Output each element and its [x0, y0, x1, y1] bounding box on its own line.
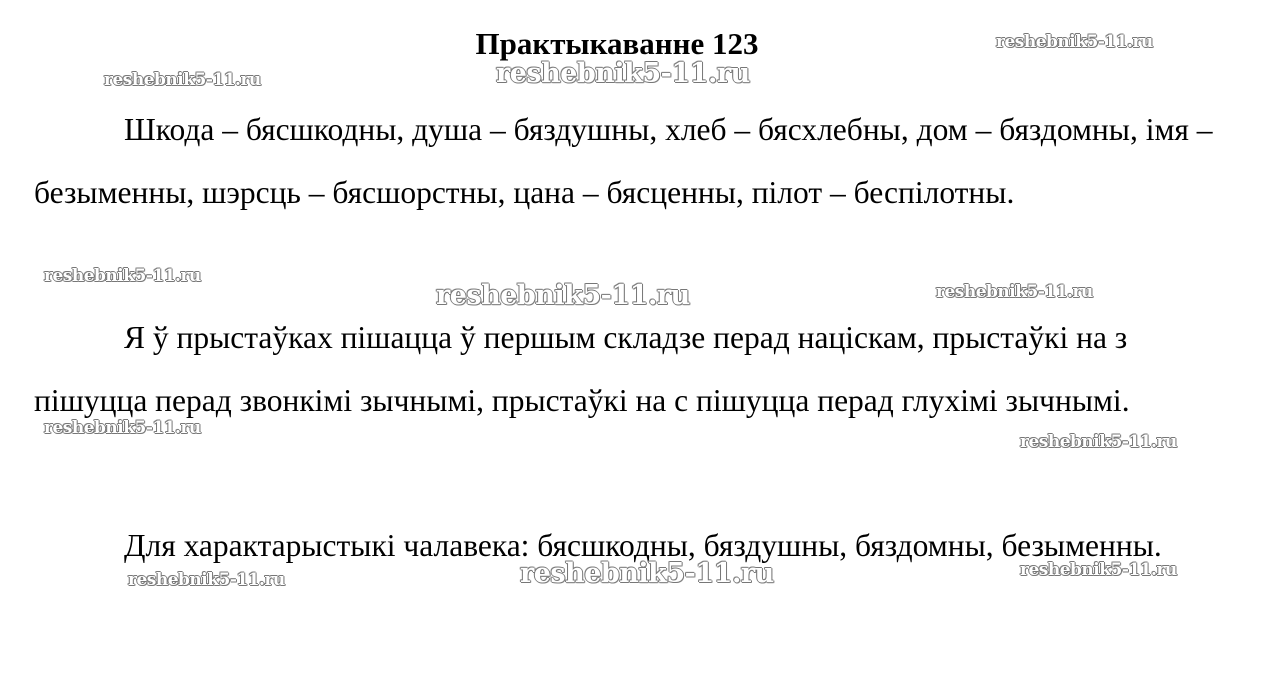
watermark: reshebnik5-11.ru — [996, 32, 1153, 52]
watermark: reshebnik5-11.ru — [520, 558, 774, 589]
watermark: reshebnik5-11.ru — [436, 280, 690, 311]
watermark: reshebnik5-11.ru — [1020, 560, 1177, 580]
watermark: reshebnik5-11.ru — [936, 282, 1093, 302]
watermark: reshebnik5-11.ru — [104, 70, 261, 90]
watermark: reshebnik5-11.ru — [44, 266, 201, 286]
answer-paragraph-3: Для характарыстыкі чалавека: бясшкодны, бяздушны, бяздомны, безыменны. — [124, 528, 1162, 563]
answer-paragraph-1: Шкода – бясшкодны, душа – бяздушны, хлеб – бясхлебны, дом – бяздомны, імя – безыменны, шэрсць – бясшорстны, цана – бясценны, пілот – беспілотны. — [34, 112, 1213, 210]
answer-paragraph-2: Я ў прыстаўках пішацца ў першым складзе перад націскам, прыстаўкі на з пішуцца перад звонкімі зычнымі, прыстаўкі на с пішуцца перад глухімі зычнымі. — [34, 320, 1130, 418]
watermark: reshebnik5-11.ru — [44, 418, 201, 438]
watermark: reshebnik5-11.ru — [496, 58, 750, 89]
page-title: Практыкаванне 123 — [475, 26, 759, 61]
watermark: reshebnik5-11.ru — [128, 570, 285, 590]
watermark: reshebnik5-11.ru — [1020, 432, 1177, 452]
